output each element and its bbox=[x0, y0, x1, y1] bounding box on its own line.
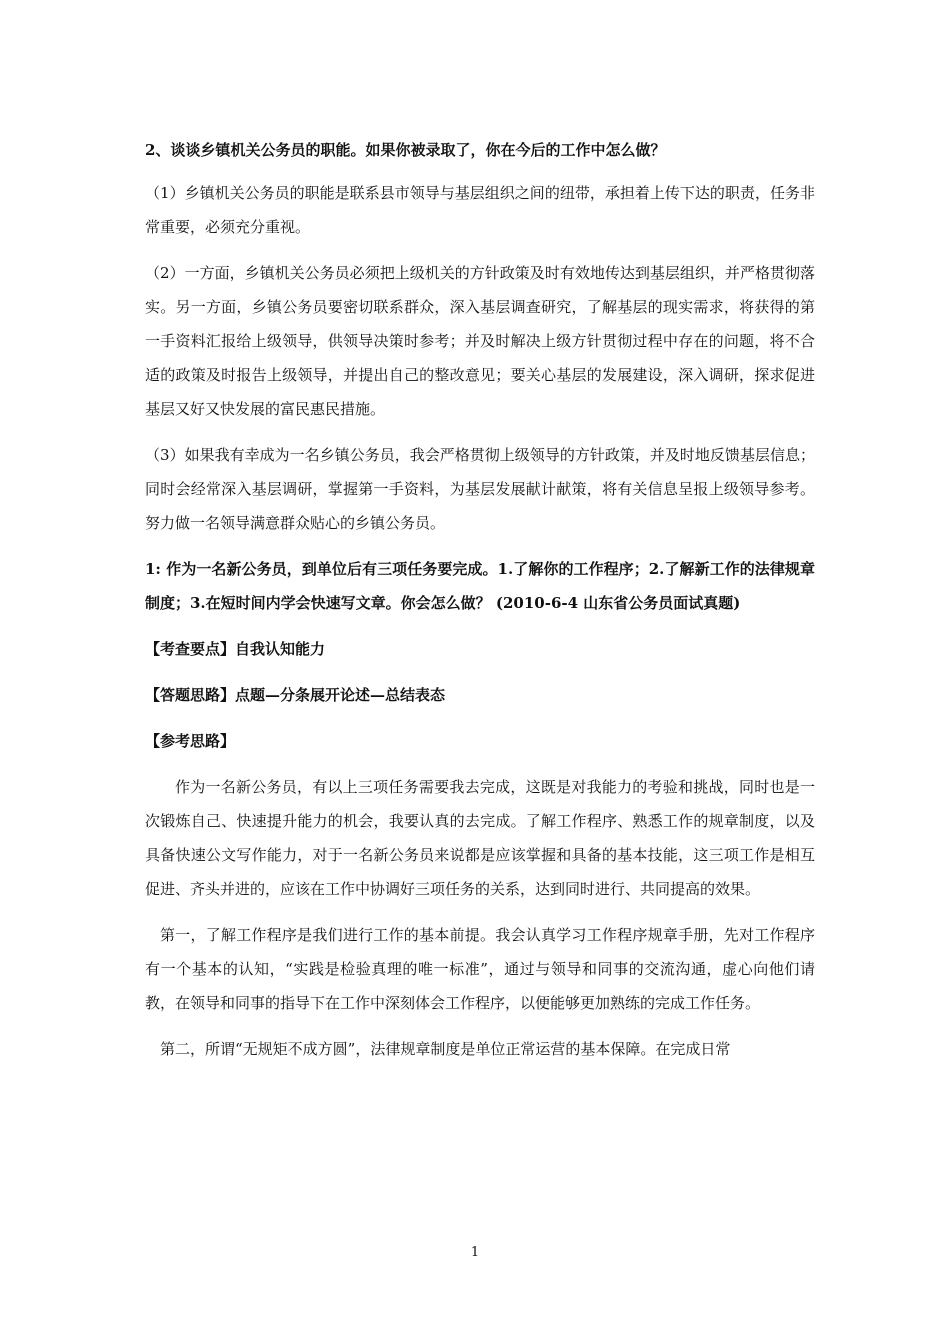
question-2-answer-3: （3）如果我有幸成为一名乡镇公务员，我会严格贯彻上级领导的方针政策，并及时地反馈基层信息；同时会经常深入基层调研，掌握第一手资料，为基层发展献计献策，将有关信息呈报上级领导参考。努力做一名领导满意群众贴心的乡镇公务员。 bbox=[145, 446, 815, 532]
document-body bbox=[145, 136, 815, 1066]
question-2-title: 2、谈谈乡镇机关公务员的职能。如果你被录取了，你在今后的工作中怎么做？ bbox=[145, 141, 666, 159]
page-number: 1 bbox=[470, 1245, 480, 1260]
approach-heading: 【答题思路】点题—分条展开论述—总结表态 bbox=[145, 686, 446, 704]
answer-paragraph-1: 作为一名新公务员，有以上三项任务需要我去完成，这既是对我能力的考验和挑战，同时也是一次锻炼自己、快速提升能力的机会，我要认真的去完成。了解工作程序、熟悉工作的规章制度，以及具备快速公文写作能力，对于一名新公务员来说都是应该掌握和具备的基本技能，这三项工作是相互促进、齐头并进的，应该在工作中协调好三项任务的关系，达到同时进行、共同提高的效果。 bbox=[145, 778, 815, 898]
question-2-answer-1: （1）乡镇机关公务员的职能是联系县市领导与基层组织之间的纽带，承担着上传下达的职责，任务非常重要，必须充分重视。 bbox=[145, 184, 815, 236]
question-1-title: 1: 作为一名新公务员，到单位后有三项任务要完成。1.了解你的工作程序；2.了解新工作的法律规章制度；3.在短时间内学会快速写文章。你会怎么做？ (2010-6-4 山东省公务员面试真题) bbox=[145, 560, 815, 612]
reference-heading: 【参考思路】 bbox=[145, 732, 236, 750]
key-point-heading: 【考查要点】自我认知能力 bbox=[145, 640, 326, 658]
question-2-answer-2: （2）一方面，乡镇机关公务员必须把上级机关的方针政策及时有效地传达到基层组织，并严格贯彻落实。另一方面，乡镇公务员要密切联系群众，深入基层调查研究，了解基层的现实需求，将获得的第一手资料汇报给上级领导，供领导决策时参考；并及时解决上级方针贯彻过程中存在的问题，将不合适的政策及时报告上级领导，并提出自己的整改意见；要关心基层的发展建设，深入调研，探求促进基层又好又快发展的富民惠民措施。 bbox=[145, 264, 815, 418]
answer-paragraph-2: 第一，了解工作程序是我们进行工作的基本前提。我会认真学习工作程序规章手册，先对工作程序有一个基本的认知，“实践是检验真理的唯一标准”，通过与领导和同事的交流沟通，虚心向他们请教，在领导和同事的指导下在工作中深刻体会工作程序，以便能够更加熟练的完成工作任务。 bbox=[145, 926, 815, 1012]
answer-paragraph-3: 第二，所谓“无规矩不成方圆”，法律规章制度是单位正常运营的基本保障。在完成日常 bbox=[160, 1040, 731, 1058]
